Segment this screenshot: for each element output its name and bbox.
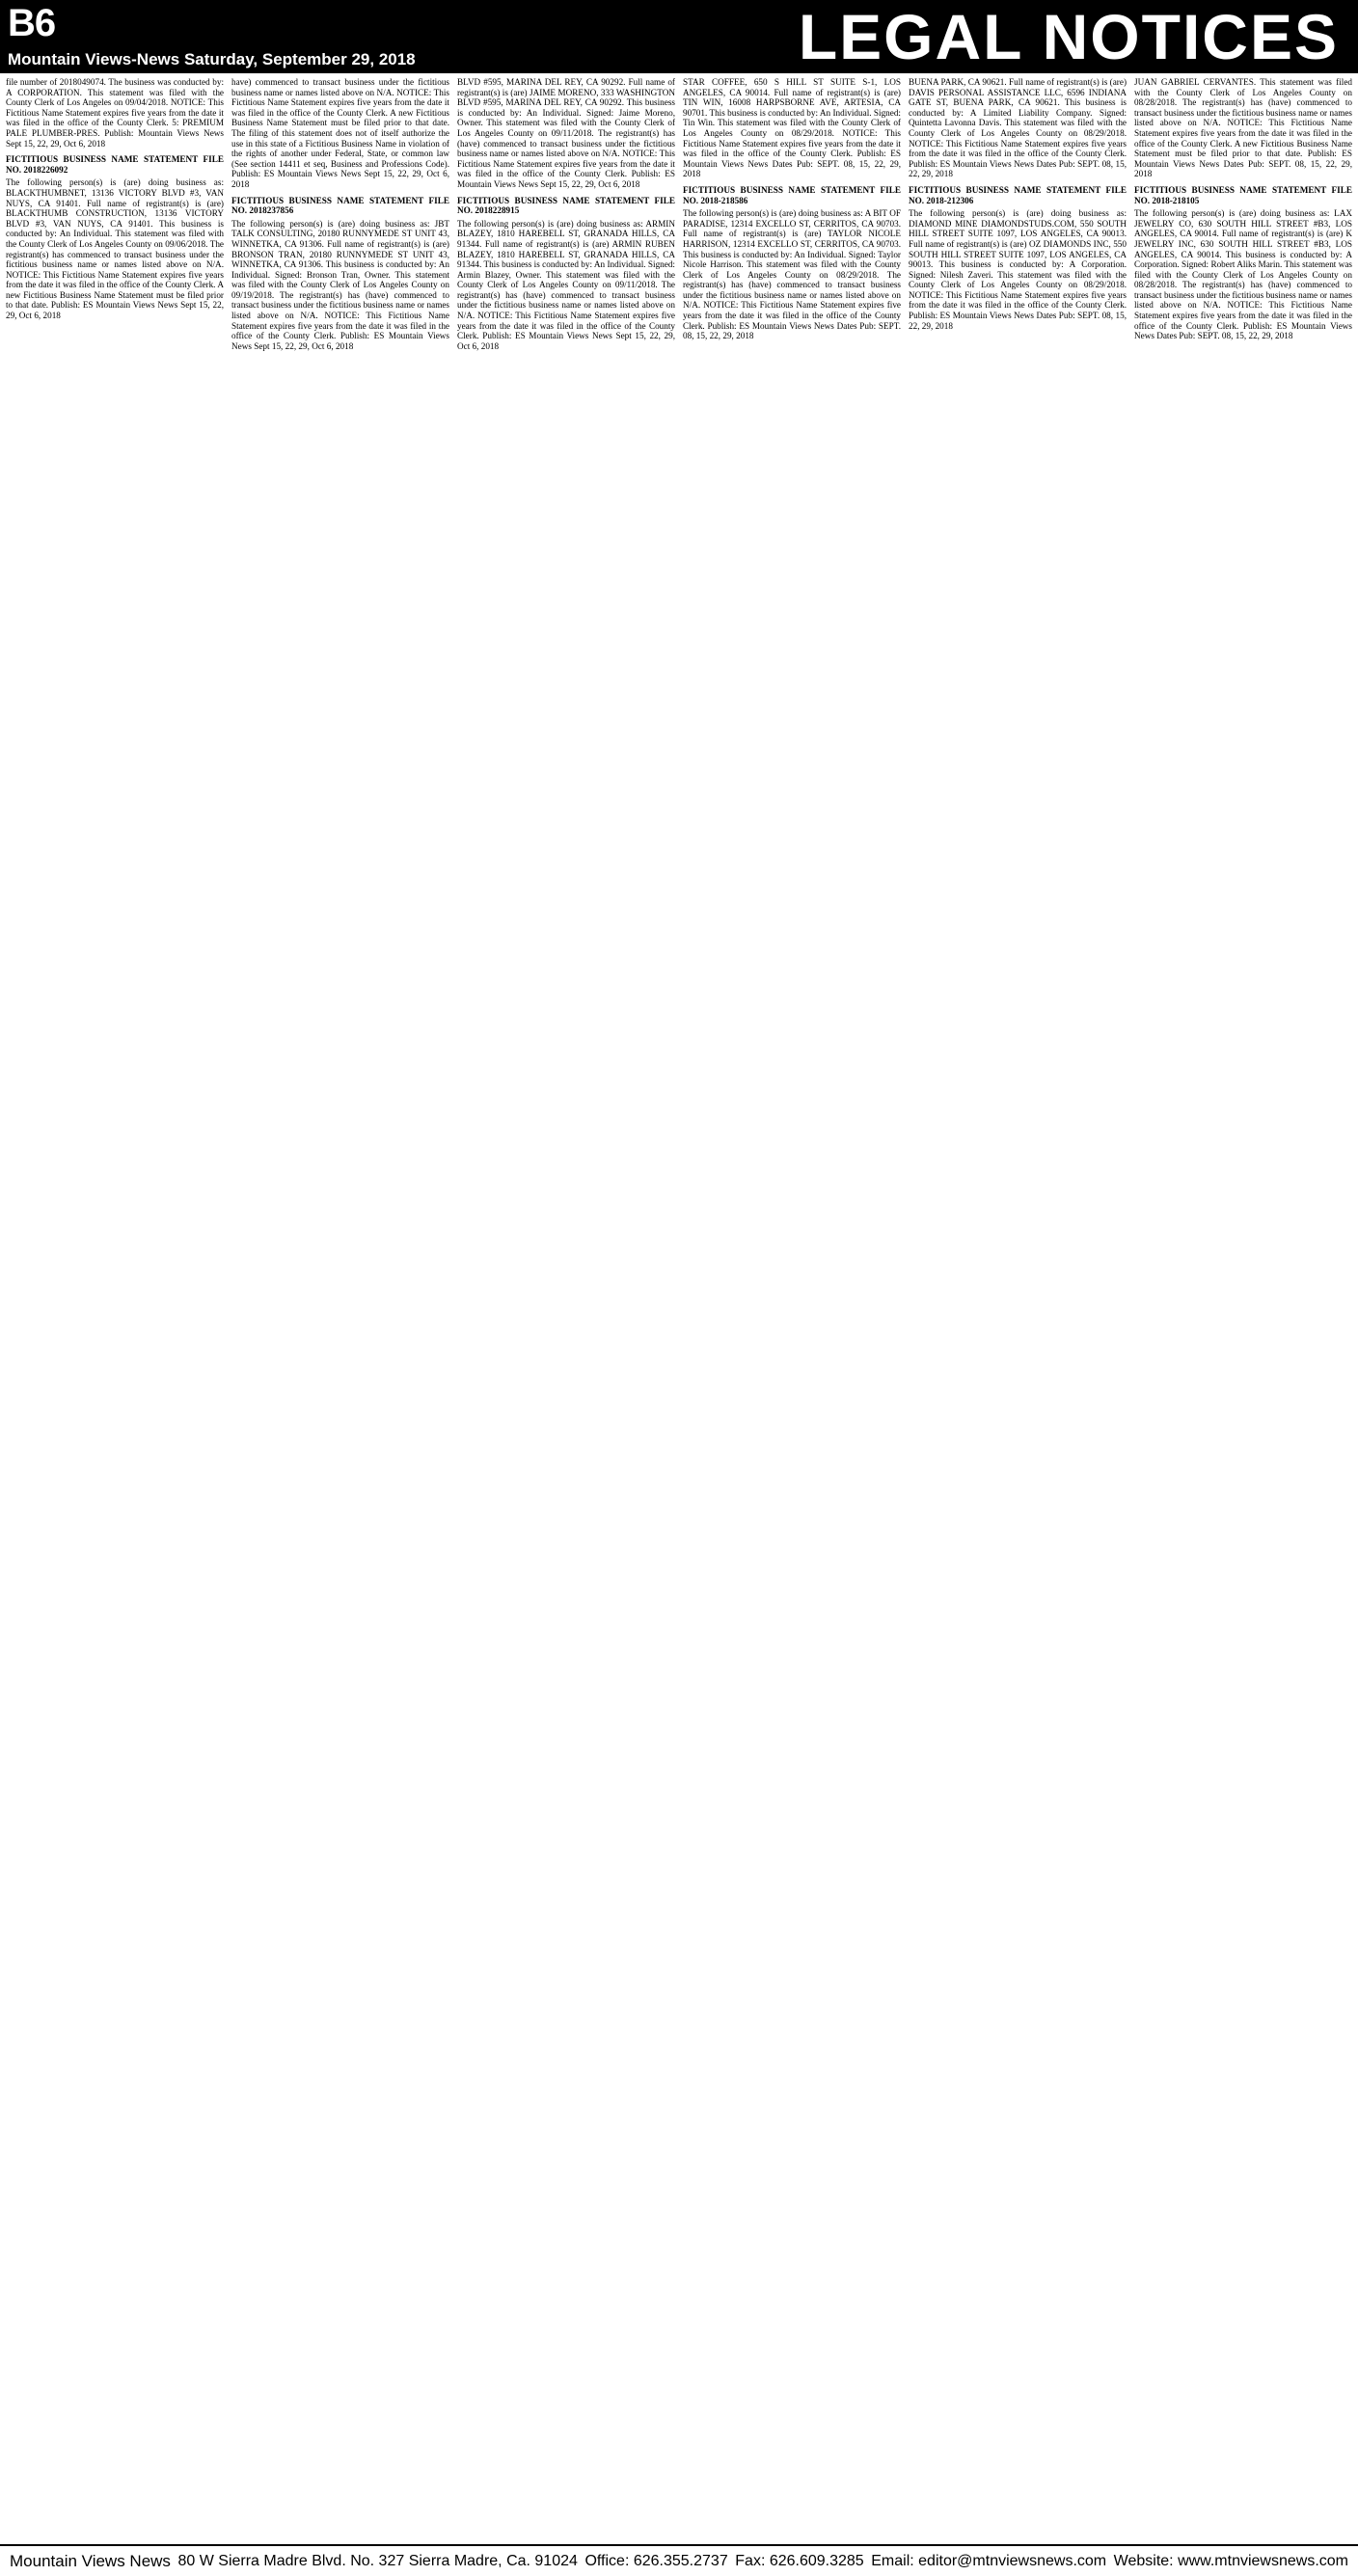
notice-lead-text: file number of 2018049074. The business was conducted by: A CORPORATION. This statement was filed with the County Clerk of Los Angeles on 09/04/2018. NOTICE: This Fictitious Name Statement expires five years from the date it was filed in the office of the County Clerk. 5: PREMIUM PALE PLUMBER-PRES. Publish: Mountain Views News Sept 15, 22, 29, Oct 6, 2018 [6, 77, 224, 149]
notice-column [231, 77, 449, 2542]
notice-heading: FICTITIOUS BUSINESS NAME STATEMENT FILE NO. 2018-218586 [683, 184, 901, 205]
notice-heading: FICTITIOUS BUSINESS NAME STATEMENT FILE NO. 2018228915 [457, 195, 675, 216]
notice-heading: FICTITIOUS BUSINESS NAME STATEMENT FILE NO. 2018-218105 [1134, 184, 1352, 205]
notice-body: The following person(s) is (are) doing business as: BLACKTHUMBNET, 13136 VICTORY BLVD #3, VAN NUYS, CA 91401. Full name of registrant(s) is (are) BLACKTHUMB CONSTRUCTION, 13136 VICTORY BLVD #3, VAN NUYS, CA 91401. This business is conducted by: An Individual. This statement was filed with the County Clerk of Los Angeles County on 09/06/2018. The registrant(s) has commenced to transact business under the fictitious business name or names listed above on N/A. NOTICE: This Fictitious Name Statement expires five years from the date it was filed in the office of the County Clerk. A new Fictitious Business Name Statement must be filed prior to that date. Publish: ES Mountain Views News Sept 15, 22, 29, Oct 6, 2018 [6, 177, 224, 321]
notice-heading: FICTITIOUS BUSINESS NAME STATEMENT FILE NO. 2018-212306 [909, 184, 1127, 205]
page-number: B6 [8, 2, 56, 44]
notice-lead-text: BUENA PARK, CA 90621. Full name of registrant(s) is (are) DAVIS PERSONAL ASSISTANCE LLC, 6596 INDIANA GATE ST, BUENA PARK, CA 90621. This business is conducted by: A Limited Liability Company. Signed: Quintetta Lavonna Davis. This statement was filed with the County Clerk of Los Angeles County on 08/29/2018. NOTICE: This Fictitious Name Statement expires five years from the date it was filed in the office of the County Clerk. Publish: ES Mountain Views News Dates Pub: SEPT. 08, 15, 22, 29, 2018 [909, 77, 1127, 179]
footer-address: 80 W Sierra Madre Blvd. No. 327 Sierra Madre, Ca. 91024 [177, 2553, 578, 2569]
section-title: LEGAL NOTICES [798, 1, 1339, 72]
notice-heading: FICTITIOUS BUSINESS NAME STATEMENT FILE NO. 2018237856 [231, 195, 449, 216]
notice-column [6, 77, 224, 2542]
notice-column [909, 77, 1127, 2542]
footer-office-phone: Office: 626.355.2737 [584, 2553, 728, 2569]
notice-body: The following person(s) is (are) doing business as: A BIT OF PARADISE, 12314 EXCELLO ST, CERRITOS, CA 90703. Full name of registrant(s) is (are) TAYLOR NICOLE HARRISON, 12314 EXCELLO ST, CERRITOS, CA 90703. This business is conducted by: An Individual. Signed: Taylor Nicole Harrison. This statement was filed with the County Clerk of Los Angeles County on 08/29/2018. The registrant(s) has (have) commenced to transact business under the fictitious business name or names listed above on N/A. NOTICE: This Fictitious Name Statement expires five years from the date it was filed in the office of the County Clerk. Publish: ES Mountain Views News Dates Pub: SEPT. 08, 15, 22, 29, 2018 [683, 208, 901, 341]
notice-heading: FICTITIOUS BUSINESS NAME STATEMENT FILE NO. 2018226092 [6, 154, 224, 175]
footer-email: Email: editor@mtnviewsnews.com [871, 2553, 1107, 2569]
notice-body: The following person(s) is (are) doing business as: DIAMOND MINE DIAMONDSTUDS.COM, 550 SOUTH HILL STREET SUITE 1097, LOS ANGELES, CA 90013. Full name of registrant(s) is (are) OZ DIAMONDS INC, 550 SOUTH HILL STREET SUITE 1097, LOS ANGELES, CA 90013. This business is conducted by: A Corporation. Signed: Nilesh Zaveri. This statement was filed with the County Clerk of Los Angeles County on 08/29/2018. NOTICE: This Fictitious Name Statement expires five years from the date it was filed in the office of the County Clerk. Publish: ES Mountain Views News Dates Pub: SEPT. 08, 15, 22, 29, 2018 [909, 208, 1127, 331]
footer-website: Website: www.mtnviewsnews.com [1113, 2553, 1348, 2569]
notice-body: The following person(s) is (are) doing business as: LAX JEWELRY CO, 630 SOUTH HILL STREET #B3, LOS ANGELES, CA 90014. Full name of registrant(s) is (are) K JEWELRY INC, 630 SOUTH HILL STREET #B3, LOS ANGELES, CA 90014. This business is conducted by: A Corporation. Signed: Robert Aliks Marin. This statement was filed with the County Clerk of Los Angeles County on 08/28/2018. The registrant(s) has (have) commenced to transact business under the fictitious business name or names listed above on N/A. NOTICE: This Fictitious Name Statement expires five years from the date it was filed in the office of the County Clerk. Publish: ES Mountain Views News Dates Pub: SEPT. 08, 15, 22, 29, 2018 [1134, 208, 1352, 341]
notice-column [457, 77, 675, 2542]
notice-body: The following person(s) is (are) doing business as: JBT TALK CONSULTING, 20180 RUNNYMEDE ST UNIT 43, WINNETKA, CA 91306. Full name of registrant(s) is (are) BRONSON TRAN, 20180 RUNNYMEDE ST UNIT 43, WINNETKA, CA 91306. This business is conducted by: An Individual. Signed: Bronson Tran, Owner. This statement was filed with the County Clerk of Los Angeles County on 09/19/2018. The registrant(s) has (have) commenced to transact business under the fictitious business name or names listed above on N/A. NOTICE: This Fictitious Name Statement expires five years from the date it was filed in the office of the County Clerk. Publish: ES Mountain Views News Sept 15, 22, 29, Oct 6, 2018 [231, 218, 449, 351]
notice-column [1134, 77, 1352, 2542]
notice-column [683, 77, 901, 2542]
notice-body: The following person(s) is (are) doing business as: ARMIN BLAZEY, 1810 HAREBELL ST, GRANADA HILLS, CA 91344. Full name of registrant(s) is (are) ARMIN RUBEN BLAZEY, 1810 HAREBELL ST, GRANADA HILLS, CA 91344. This business is conducted by: An Individual. Signed: Armin Blazey, Owner. This statement was filed with the County Clerk of Los Angeles County on 09/11/2018. The registrant(s) has (have) commenced to transact business under the fictitious business name or names listed above on N/A. NOTICE: This Fictitious Name Statement expires five years from the date it was filed in the office of the County Clerk. Publish: ES Mountain Views News Sept 15, 22, 29, Oct 6, 2018 [457, 218, 675, 351]
notice-lead-text: JUAN GABRIEL CERVANTES. This statement was filed with the County Clerk of Los Angeles County on 08/28/2018. The registrant(s) has (have) commenced to transact business under the fictitious business name or names listed above on N/A. NOTICE: This Fictitious Name Statement expires five years from the date it was filed in the office of the County Clerk. A new Fictitious Business Name Statement must be filed prior to that date. Publish: ES Mountain Views News Dates Pub: SEPT. 08, 15, 22, 29, 2018 [1134, 77, 1352, 179]
notice-lead-text: have) commenced to transact business under the fictitious business name or names listed above on N/A. NOTICE: This Fictitious Name Statement expires five years from the date it was filed in the office of the County Clerk. A new Fictitious Business Name Statement must be filed prior to that date. The filing of this statement does not of itself authorize the use in this state of a Fictitious Business Name in violation of the rights of another under Federal, State, or common law (See section 14411 et seq, Business and Professions Code). Publish: ES Mountain Views News Sept 15, 22, 29, Oct 6, 2018 [231, 77, 449, 189]
page-footer [0, 2544, 1358, 2576]
footer-paper-name: Mountain Views News [10, 2552, 171, 2570]
notice-lead-text: BLVD #595, MARINA DEL REY, CA 90292. Full name of registrant(s) is (are) JAIME MORENO, 333 WASHINGTON BLVD #595, MARINA DEL REY, CA 90292. This business is conducted by: An Individual. Signed: Jaime Moreno, Owner. This statement was filed with the County Clerk of Los Angeles County on 09/11/2018. The registrant(s) has (have) commenced to transact business under the fictitious business name or names listed above on N/A. NOTICE: This Fictitious Name Statement expires five years from the date it was filed in the office of the County Clerk. Publish: ES Mountain Views News Sept 15, 22, 29, Oct 6, 2018 [457, 77, 675, 189]
publication-dateline: Mountain Views-News Saturday, September 29, 2018 [8, 50, 416, 68]
notice-lead-text: STAR COFFEE, 650 S HILL ST SUITE S-1, LOS ANGELES, CA 90014. Full name of registrant(s) is (are) TIN WIN, 16008 HARPSBORNE AVE, ARTESIA, CA 90701. This business is conducted by: An Individual. Signed: Tin Win. This statement was filed with the County Clerk of Los Angeles County on 08/29/2018. NOTICE: This Fictitious Name Statement expires five years from the date it was filed in the office of the County Clerk. Publish: ES Mountain Views News Dates Pub: SEPT. 08, 15, 22, 29, 2018 [683, 77, 901, 179]
footer-fax: Fax: 626.609.3285 [735, 2553, 864, 2569]
page-header [0, 0, 1358, 73]
legal-notices-columns [6, 77, 1352, 2542]
